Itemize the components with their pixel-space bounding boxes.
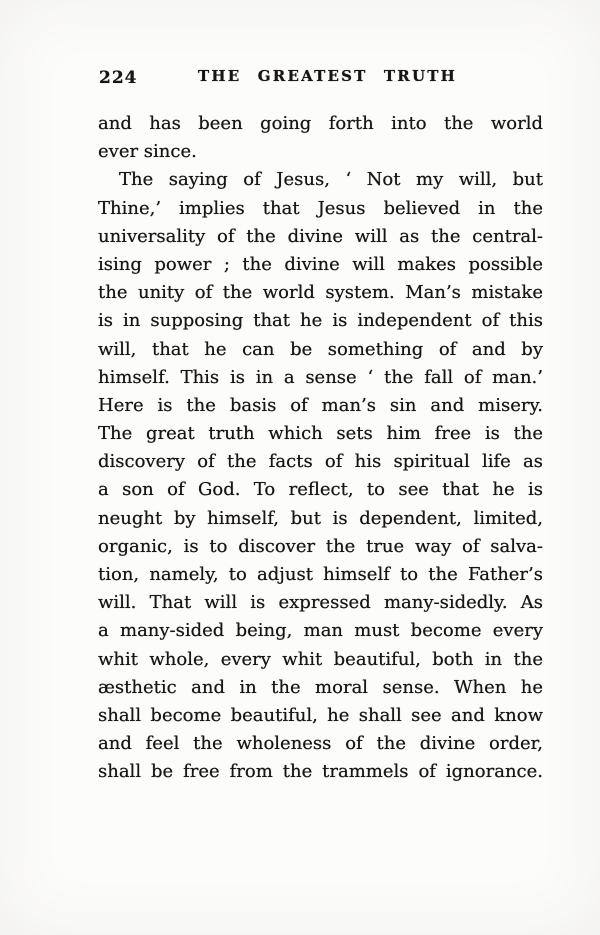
text-line: a many-sided being, man must become every xyxy=(98,620,543,642)
text-line: Here is the basis of man’s sin and misery. xyxy=(98,394,543,416)
text-line: will, that he can be something of and by xyxy=(98,338,543,360)
text-line: discovery of the facts of his spiritual life as xyxy=(98,451,543,473)
text-line: æsthetic and in the moral sense. When he xyxy=(98,676,543,698)
text-line: a son of God. To reflect, to see that he is xyxy=(98,479,543,501)
text-line: ising power ; the divine will makes possible xyxy=(98,253,543,275)
text-line: whit whole, every whit beautiful, both in the xyxy=(98,648,543,670)
text-line: the unity of the world system. Man’s mistake xyxy=(98,282,543,304)
text-line: shall be free from the trammels of ignorance. xyxy=(98,761,543,783)
text-line: ever since. xyxy=(98,141,197,163)
text-line: and feel the wholeness of the divine order, xyxy=(98,733,543,755)
text-line: will. That will is expressed many-sidedly. As xyxy=(98,592,543,614)
text-line: is in supposing that he is independent of this xyxy=(98,310,543,332)
text-line: tion, namely, to adjust himself to the Father’s xyxy=(98,564,543,585)
text-line: Thine,’ implies that Jesus believed in the xyxy=(98,197,543,219)
page-body xyxy=(98,110,543,787)
page-content xyxy=(98,67,543,787)
page-number: 224 xyxy=(99,68,138,88)
text-line: The saying of Jesus, ‘ Not my will, but xyxy=(119,169,543,191)
text-line: neught by himself, but is dependent, limited, xyxy=(98,507,543,529)
text-line: himself. This is in a sense ‘ the fall of man.’ xyxy=(98,366,543,388)
running-header: THE GREATEST TRUTH xyxy=(198,67,457,85)
text-line: and has been going forth into the world xyxy=(98,113,543,134)
text-line: shall become beautiful, he shall see and know xyxy=(98,704,543,726)
text-line: universality of the divine will as the central- xyxy=(98,225,543,247)
page-header xyxy=(98,67,543,88)
text-line: organic, is to discover the true way of salva- xyxy=(98,535,543,557)
text-line: The great truth which sets him free is the xyxy=(98,423,543,445)
